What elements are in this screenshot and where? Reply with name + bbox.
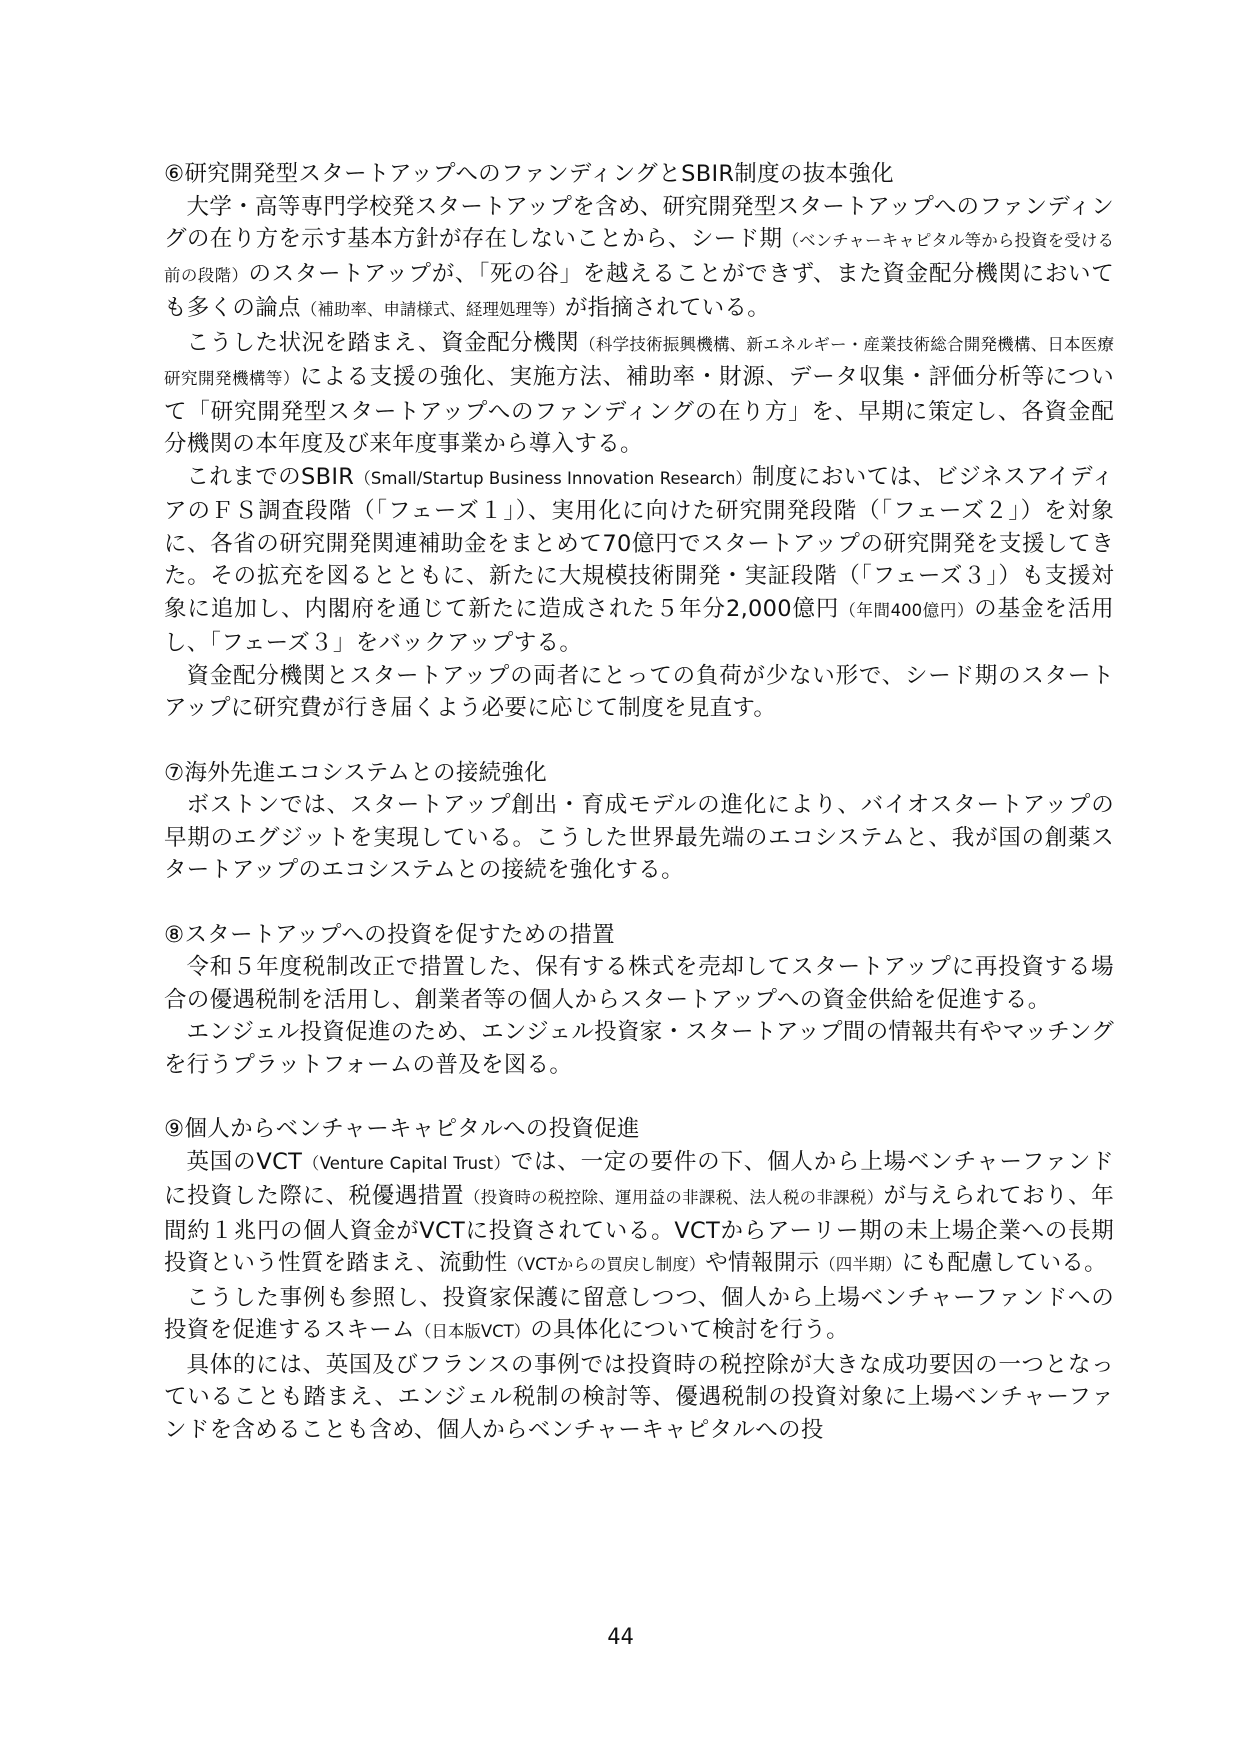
paragraph-text: のスタートアップが、「死の谷」を越えることができず、また資金配分機関においても多くの論点 bbox=[164, 260, 1114, 321]
paragraph-text: や情報開示 bbox=[705, 1250, 820, 1276]
paragraph-text: これまでのSBIR bbox=[186, 463, 355, 490]
parenthetical-note: （Small/Startup Business Innovation Research） bbox=[354, 468, 753, 488]
page-number: 44 bbox=[607, 1625, 634, 1650]
document-section bbox=[164, 757, 1114, 887]
section-heading: ⑧スタートアップへの投資を促すための措置 bbox=[164, 921, 615, 948]
body-paragraph bbox=[164, 1349, 1114, 1447]
parenthetical-note: （日本版VCT） bbox=[414, 1322, 531, 1341]
document-section bbox=[164, 919, 1114, 1082]
paragraph-text: こうした事例も参照し、投資家保護に留意しつつ、個人から上場ベンチャーファンドへの投資を促進するスキーム bbox=[164, 1284, 1114, 1343]
paragraph-text: 資金配分機関とスタートアップの両者にとっての負荷が少ない形で、シード期のスタートアップに研究費が行き届くよう必要に応じて制度を見直す。 bbox=[164, 662, 1114, 721]
body-paragraph bbox=[164, 1016, 1114, 1081]
section-spacer bbox=[164, 887, 1114, 919]
paragraph-text: ボストンでは、スタートアップ創出・育成モデルの進化により、バイオスタートアップの早期のエグジットを実現している。こうした世界最先端のエコシステムと、我が国の創薬スタートアップのエコシステムとの接続を強化する。 bbox=[164, 792, 1114, 883]
paragraph-text: 大学・高等専門学校発スタートアップを含め、研究開発型スタートアップへのファンディングの在り方を示す基本方針が存在しないことから、シード期 bbox=[164, 193, 1114, 252]
paragraph-text: こうした状況を踏まえ、資金配分機関 bbox=[186, 329, 580, 356]
document-section bbox=[164, 158, 1114, 725]
paragraph-text: が与えられており、年間約１兆円の個人資金がVCTに投資されている。VCTからアーリー期の未上場企業への長期投資という性質を踏まえ、流動性 bbox=[164, 1183, 1115, 1276]
paragraph-text: 具体的には、英国及びフランスの事例では投資時の税控除が大きな成功要因の一つとなっていることも踏まえ、エンジェル税制の検討等、優遇税制の投資対象に上場ベンチャーファンドを含めることも含め、個人からベンチャーキャピタルへの投 bbox=[164, 1351, 1114, 1443]
parenthetical-note: （Venture Capital Trust） bbox=[302, 1153, 511, 1173]
section-spacer bbox=[164, 1081, 1114, 1113]
parenthetical-note: （投資時の税控除、運用益の非課税、法人税の非課税） bbox=[464, 1188, 884, 1207]
paragraph-text: にも配慮している。 bbox=[901, 1250, 1107, 1276]
document-body bbox=[164, 158, 1114, 1446]
body-paragraph bbox=[164, 327, 1114, 461]
paragraph-text: 制度においては、ビジネスアイディアのＦＳ調査段階（「フェーズ１」）、実用化に向けた研究開発段階（「フェーズ２」）を対象に、各省の研究開発関連補助金をまとめて70億円でスタートアップの研究開発を支援してきた。その拡充を図るとともに、新たに大規模技術開発・実証段階（「フェーズ３」）も支援対象に追加し、内閣府を通じて新たに造成された５年分2,000億円 bbox=[164, 463, 1114, 622]
document-section bbox=[164, 1113, 1114, 1446]
parenthetical-note: （補助率、申請様式、経理処理等） bbox=[300, 300, 565, 319]
body-paragraph bbox=[164, 191, 1114, 327]
parenthetical-note: （VCTからの買戻し制度） bbox=[507, 1255, 706, 1274]
paragraph-text: 英国のVCT bbox=[186, 1148, 303, 1175]
body-paragraph bbox=[164, 951, 1114, 1016]
body-paragraph bbox=[164, 1146, 1114, 1282]
parenthetical-note: （科学技術振興機構、新エネルギー・産業技術総合開発機構、日本医療研究開発機構等） bbox=[164, 334, 1114, 388]
paragraph-text: による支援の強化、実施方法、補助率・財源、データ収集・評価分析等について「研究開発型スタートアップへのファンディングの在り方」を、早期に策定し、各資金配分機関の本年度及び来年度事業から導入する。 bbox=[164, 364, 1115, 457]
body-paragraph bbox=[164, 660, 1114, 725]
body-paragraph bbox=[164, 1282, 1114, 1349]
body-paragraph bbox=[164, 789, 1114, 887]
paragraph-text: エンジェル投資促進のため、エンジェル投資家・スタートアップ間の情報共有やマッチングを行うプラットフォームの普及を図る。 bbox=[164, 1019, 1114, 1078]
section-heading: ⑦海外先進エコシステムとの接続強化 bbox=[164, 759, 548, 786]
paragraph-text: が指摘されている。 bbox=[564, 295, 771, 321]
paragraph-text: の基金を活用し、「フェーズ３」をバックアップする。 bbox=[164, 595, 1114, 656]
parenthetical-note: （四半期） bbox=[819, 1255, 902, 1274]
paragraph-text: の具体化について検討を行う。 bbox=[530, 1317, 849, 1343]
section-heading: ⑨個人からベンチャーキャピタルへの投資促進 bbox=[164, 1116, 640, 1142]
parenthetical-note: （年間400億円） bbox=[839, 600, 975, 620]
parenthetical-note: （ベンチャーキャピタル等から投資を受ける前の段階） bbox=[164, 231, 1114, 285]
section-spacer bbox=[164, 725, 1114, 757]
paragraph-text: では、一定の要件の下、個人から上場ベンチャーファンドに投資した際に、税優遇措置 bbox=[164, 1148, 1114, 1209]
paragraph-text: 令和５年度税制改正で措置した、保有する株式を売却してスタートアップに再投資する場合の優遇税制を活用し、創業者等の個人からスタートアップへの資金供給を促進する。 bbox=[164, 954, 1114, 1013]
body-paragraph bbox=[164, 461, 1114, 660]
section-heading: ⑥研究開発型スタートアップへのファンディングとSBIR制度の抜本強化 bbox=[164, 161, 894, 187]
